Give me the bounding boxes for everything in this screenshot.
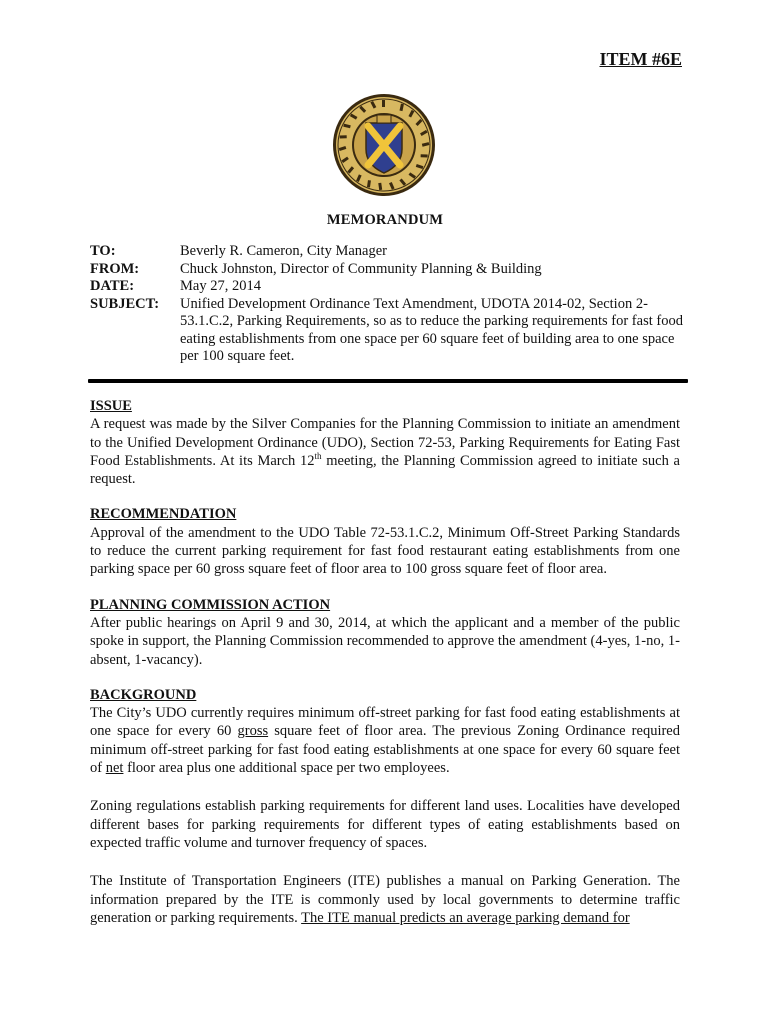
issue-heading: ISSUE <box>90 398 132 414</box>
to-row <box>90 243 690 261</box>
to-value: Beverly R. Cameron, City Manager <box>180 243 387 259</box>
memo-title: MEMORANDUM <box>326 212 444 228</box>
issue-text <box>90 415 680 488</box>
date-row <box>90 278 690 296</box>
bg-net-underlined: net <box>105 760 124 777</box>
planning-commission-heading: PLANNING COMMISSION ACTION <box>90 596 331 613</box>
bg-text-part: The Institute of Transportation Engineers (ITE) publishes a manual on Parking Generation. The information prepared by the ITE is commonly used by local governments to determine traffic generation or parking requirements. <box>90 873 680 926</box>
background-paragraph-2: Zoning regulations establish parking requirements for different land uses. Localities have developed different bases for parking requirements for different types of eating establishments based on expected traffic volume and turnover frequency of spaces. <box>90 798 680 851</box>
date-label: DATE: <box>90 278 135 294</box>
bg-text-part: The City’s UDO currently requires minimum off-street parking for fast food eating establishments at one space for every 60 <box>90 705 680 740</box>
background-paragraph-3 <box>90 872 680 927</box>
recommendation-text: Approval of the amendment to the UDO Table 72-53.1.C.2, Minimum Off-Street Parking Standards to reduce the current parking requirement for fast food restaurant eating establishments from one parking space per 60 gross square feet of floor area to 100 gross square feet of floor area. <box>90 524 680 578</box>
city-seal-icon <box>332 93 436 197</box>
subject-label: SUBJECT: <box>90 295 160 312</box>
background-paragraph-1 <box>90 704 680 777</box>
recommendation-heading: RECOMMENDATION <box>90 506 237 523</box>
issue-superscript: th <box>314 451 322 462</box>
bg-text-part: floor area plus one additional space per two employees. <box>123 760 450 777</box>
date-value: May 27, 2014 <box>180 278 261 294</box>
from-row <box>90 261 690 279</box>
planning-commission-text: After public hearings on April 9 and 30, 2014, at which the applicant and a member of the public spoke in support, the Planning Commission recommended to approve the amendment (4-yes, 1-no, 1-absent, 1-vacancy). <box>90 614 680 668</box>
header-divider <box>88 379 688 383</box>
subject-row <box>90 296 690 366</box>
bg-text-part: square feet of floor area. The previous Zoning Ordinance required minimum off-street parking for fast food eating establishments at one space for every 60 square feet of <box>90 723 680 777</box>
issue-text-part: A request was made by the Silver Companies for the Planning Commission to initiate an amendment to the Unified Development Ordinance (UDO), Section 72-53, Parking Requirements for Eating Fast Food Establishments. At its March 12 <box>90 416 680 469</box>
subject-value: Unified Development Ordinance Text Amendment, UDOTA 2014-02, Section 2-53.1.C.2, Parking Requirements, so as to reduce the parking requirements for fast food eating establishments from one space per 60 square feet of building area to one space per 100 square feet. <box>180 295 683 364</box>
background-heading: BACKGROUND <box>90 686 197 703</box>
from-label: FROM: <box>90 260 140 277</box>
memo-body <box>90 397 680 927</box>
issue-text-part: meeting, the Planning Commission agreed to initiate such a request. <box>90 452 680 488</box>
to-label: TO: <box>90 243 116 259</box>
from-value: Chuck Johnston, Director of Community Planning & Building <box>180 260 542 277</box>
item-number: ITEM #6E <box>599 49 682 69</box>
bg-ite-underlined: The ITE manual predicts an average parking demand for <box>301 909 630 926</box>
memo-header <box>90 243 690 366</box>
bg-gross-underlined: gross <box>237 723 269 740</box>
